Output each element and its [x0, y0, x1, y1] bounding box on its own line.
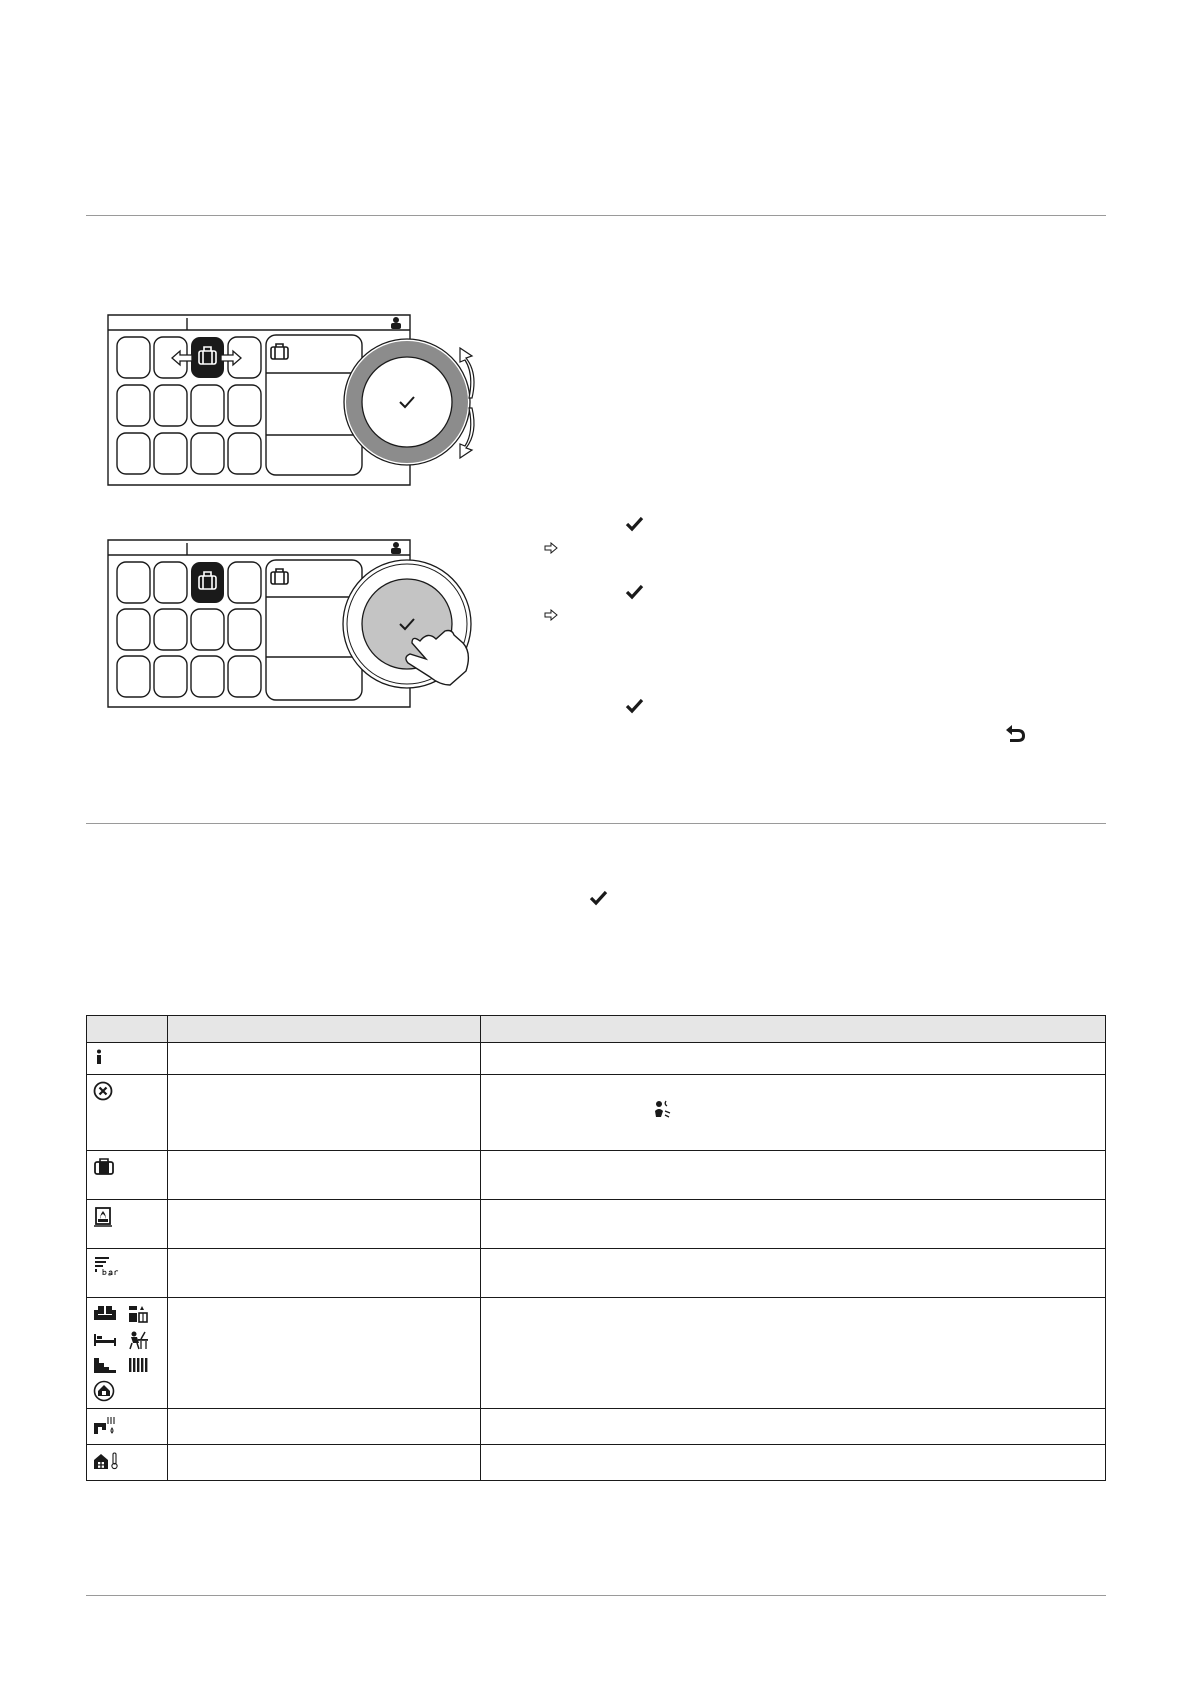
house-zone-icon [93, 1380, 115, 1402]
table-cell-icon [87, 1409, 168, 1445]
kitchen-icon [127, 1304, 149, 1324]
table-row [87, 1445, 1106, 1481]
radiator-icon [127, 1356, 149, 1374]
table-row [87, 1249, 1106, 1298]
table-cell-icon [87, 1445, 168, 1481]
user-icon [391, 542, 401, 554]
table-row [87, 1043, 1106, 1075]
result-arrow-icon [544, 542, 558, 554]
menu-symbols-table [86, 1015, 1106, 1481]
table-row [87, 1075, 1106, 1151]
table-cell-icon [87, 1200, 168, 1249]
table-cell-description [481, 1249, 1106, 1298]
check-icon [625, 583, 645, 601]
table-cell-name [168, 1298, 481, 1409]
table-cell-description [481, 1043, 1106, 1075]
briefcase-icon [271, 344, 288, 359]
table-cell-name [168, 1249, 481, 1298]
office-icon [127, 1330, 149, 1350]
arrow-left-icon [172, 351, 192, 365]
briefcase-icon [93, 1157, 115, 1175]
table-row [87, 1409, 1106, 1445]
check-icon [589, 889, 609, 907]
table-cell-description [481, 1075, 1106, 1151]
header-symbol [87, 1016, 168, 1043]
table-row [87, 1151, 1106, 1200]
table-cell-icon [87, 1043, 168, 1075]
sofa-icon [93, 1304, 117, 1322]
table-row [87, 1298, 1106, 1409]
service-contact-icon [653, 1099, 673, 1119]
outdoor-temperature-icon [93, 1451, 121, 1471]
top-divider [86, 215, 1106, 216]
table-cell-icon [87, 1151, 168, 1200]
table-header-row [87, 1016, 1106, 1043]
result-arrow-icon [544, 609, 558, 621]
table-cell-name [168, 1075, 481, 1151]
briefcase-icon [271, 569, 288, 584]
illustration-rotary-knob [100, 310, 500, 495]
table-cell-description [481, 1151, 1106, 1200]
table-cell-description [481, 1445, 1106, 1481]
back-icon [1004, 723, 1026, 743]
user-icon [391, 317, 401, 329]
stairs-icon [93, 1356, 117, 1374]
illustration-press-knob [100, 535, 500, 715]
table-cell-name [168, 1409, 481, 1445]
table-cell-name [168, 1200, 481, 1249]
check-icon [625, 515, 645, 533]
table-cell-icon [87, 1075, 168, 1151]
hot-water-tap-icon [93, 1415, 117, 1435]
error-icon [93, 1081, 113, 1101]
table-cell-description [481, 1409, 1106, 1445]
table-row [87, 1200, 1106, 1249]
bed-icon [93, 1330, 117, 1348]
middle-divider [86, 823, 1106, 824]
table-cell-icon [87, 1298, 168, 1409]
table-cell-description [481, 1200, 1106, 1249]
check-icon [625, 697, 645, 715]
table-cell-name [168, 1043, 481, 1075]
pressure-bar-icon [93, 1255, 119, 1277]
boiler-flame-icon [93, 1206, 113, 1228]
header-description [481, 1016, 1106, 1043]
table-cell-description [481, 1298, 1106, 1409]
info-icon [93, 1049, 105, 1065]
table-cell-icon [87, 1249, 168, 1298]
bottom-divider [86, 1595, 1106, 1596]
table-cell-name [168, 1445, 481, 1481]
header-name [168, 1016, 481, 1043]
table-cell-name [168, 1151, 481, 1200]
